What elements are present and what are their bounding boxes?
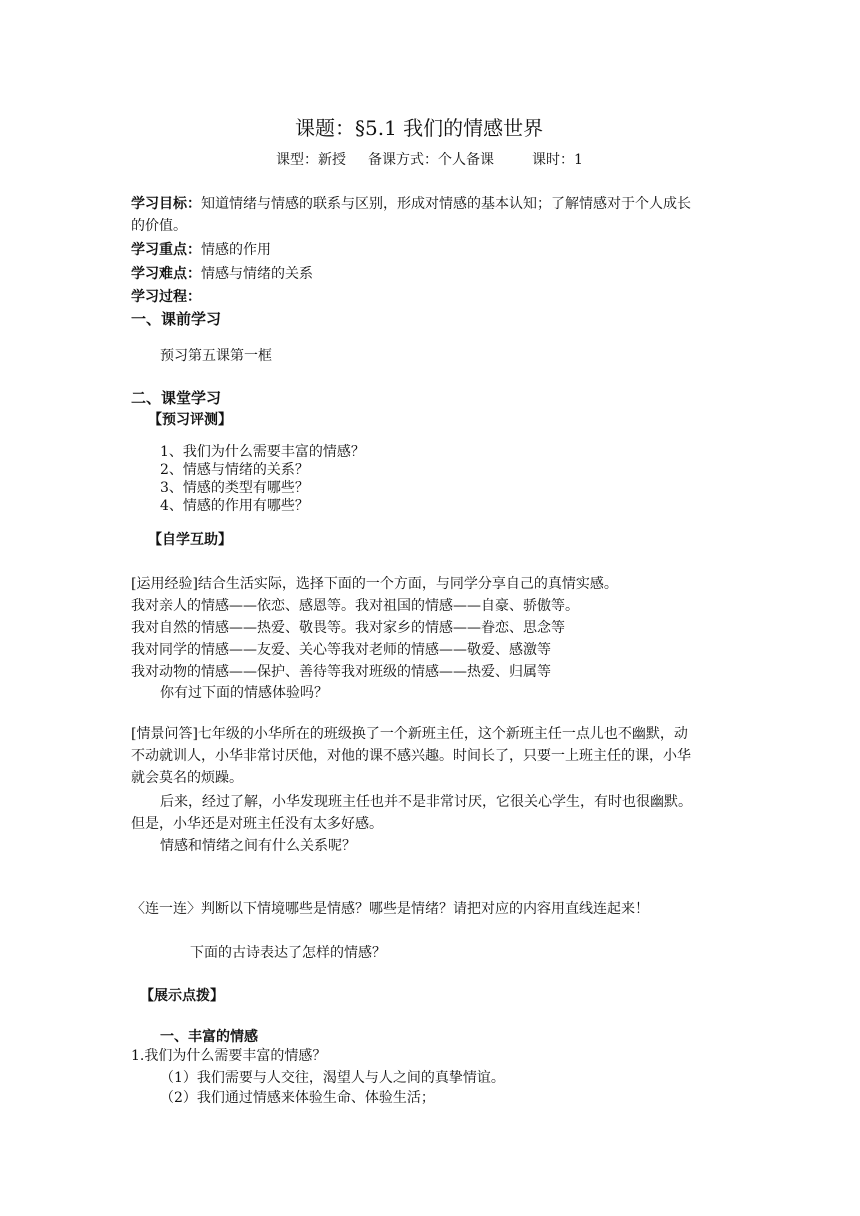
objective-text: 知道情绪与情感的联系与区别，形成对情感的基本认知；了解情感对于个人成长 [201,196,691,212]
rich-emotions-answer: （1）我们需要与人交往，渴望人与人之间的真挚情谊。 [160,1070,505,1086]
question-item: 2、情感与情绪的关系？ [160,462,309,478]
display-heading: 【展示点拨】 [140,988,224,1004]
section1-heading: 一、课前学习 [131,310,222,328]
experience-line: 我对亲人的情感——依恋、感恩等。我对祖国的情感——自豪、骄傲等。 [131,598,579,614]
experience-line: 我对动物的情感——保护、善待等我对班级的情感——热爱、归属等 [131,664,551,680]
experience-line: 我对自然的情感——热爱、敬畏等。我对家乡的情感——眷恋、思念等 [131,620,565,636]
question-item: 1、我们为什么需要丰富的情感？ [160,444,365,460]
section1-text: 预习第五课第一框 [160,348,272,364]
process-label: 学习过程： [131,289,201,305]
experience-question: 你有过下面的情感体验吗？ [160,685,328,701]
difficulty-text: 情感与情绪的关系 [201,266,313,282]
difficulty-line [131,264,313,284]
lesson-periods: 课时：1 [532,152,583,168]
rich-emotions-heading: 一、丰富的情感 [160,1029,258,1045]
scenario-line: 就会莫名的烦躁。 [131,770,243,786]
scenario-line: 不动就训人，小华非常讨厌他，对他的课不感兴趣。时间长了，只要一上班主任的课，小华 [131,748,691,764]
preview-heading: 【预习评测】 [148,412,232,428]
key-point-label: 学习重点： [131,242,201,258]
key-point-text: 情感的作用 [201,242,271,258]
objective-continued: 的价值。 [131,218,187,234]
prep-method: 备课方式：个人备课 [368,152,494,168]
objective-label: 学习目标： [131,196,201,212]
poem-question: 下面的古诗表达了怎样的情感？ [190,945,386,961]
question-item: 3、情感的类型有哪些？ [160,480,309,496]
experience-line: 我对同学的情感——友爱、关心等我对老师的情感——敬爱、感激等 [131,642,551,658]
connect-instruction: 〈连一连〉判断以下情境哪些是情感？哪些是情绪？请把对应的内容用直线连起来！ [131,901,649,917]
lesson-type: 课型：新授 [276,152,346,168]
objective-line [131,194,691,214]
question-item: 4、情感的作用有哪些？ [160,498,309,514]
later-line: 后来，经过了解，小华发现班主任也并不是非常讨厌，它很关心学生，有时也很幽默。 [160,794,692,810]
key-point-line [131,240,271,260]
rich-emotions-question: 1.我们为什么需要丰富的情感？ [131,1048,327,1064]
difficulty-label: 学习难点： [131,266,201,282]
experience-line: [运用经验]结合生活实际，选择下面的一个方面，与同学分享自己的真情实感。 [131,576,618,592]
later-line: 但是，小华还是对班主任没有太多好感。 [131,816,383,832]
scenario-line: [情景问答]七年级的小华所在的班级换了一个新班主任，这个新班主任一点儿也不幽默，动 [131,726,688,742]
selfstudy-heading: 【自学互助】 [148,532,232,548]
rich-emotions-answer: （2）我们通过情感来体验生命、体验生活； [160,1090,435,1106]
section2-heading: 二、课堂学习 [131,389,222,407]
relation-question: 情感和情绪之间有什么关系呢？ [160,838,356,854]
page-title: 课题：§5.1 我们的情感世界 [295,116,544,140]
